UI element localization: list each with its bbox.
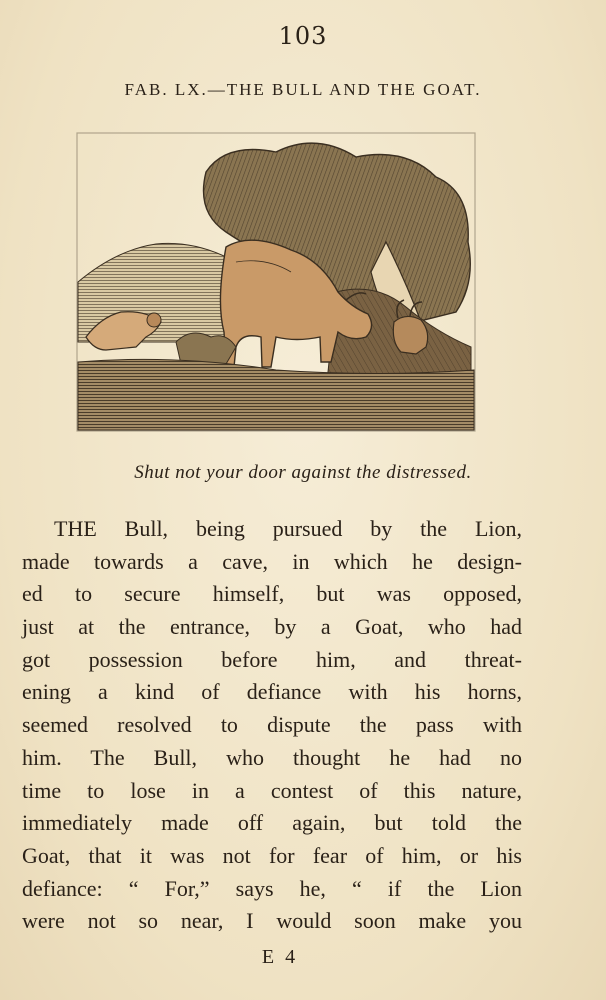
text-line: Goat, that it was not for fear of him, or his bbox=[22, 842, 522, 868]
text-line: seemed resolved to dispute the pass with bbox=[22, 712, 522, 738]
text-line: immediately made off again, but told the bbox=[22, 810, 522, 836]
text-line: him. The Bull, who thought he had no bbox=[22, 744, 522, 770]
fable-title: FAB. LX.—THE BULL AND THE GOAT. bbox=[124, 80, 482, 99]
page-number: 103 bbox=[278, 22, 328, 50]
text-line: ed to secure himself, but was opposed, bbox=[22, 581, 522, 607]
text-line: time to lose in a contest of this nature, bbox=[22, 777, 522, 803]
woodcut-bull-goat-icon bbox=[76, 132, 476, 432]
fable-body bbox=[22, 513, 522, 938]
text-line: just at the entrance, by a Goat, who had bbox=[22, 614, 522, 640]
text-line: THE Bull, being pursued by the Lion, bbox=[54, 516, 522, 541]
text-line: got possession before him, and threat- bbox=[22, 646, 522, 672]
signature-mark: E 4 bbox=[261, 946, 299, 968]
text-line: defiance: “ For,” says he, “ if the Lion bbox=[22, 875, 522, 901]
text-line: ening a kind of defiance with his horns, bbox=[22, 679, 522, 705]
text-line: made towards a cave, in which he design- bbox=[22, 548, 522, 574]
text-line: were not so near, I would soon make you bbox=[22, 908, 522, 934]
fable-motto: Shut not your door against the distressed. bbox=[134, 462, 472, 483]
